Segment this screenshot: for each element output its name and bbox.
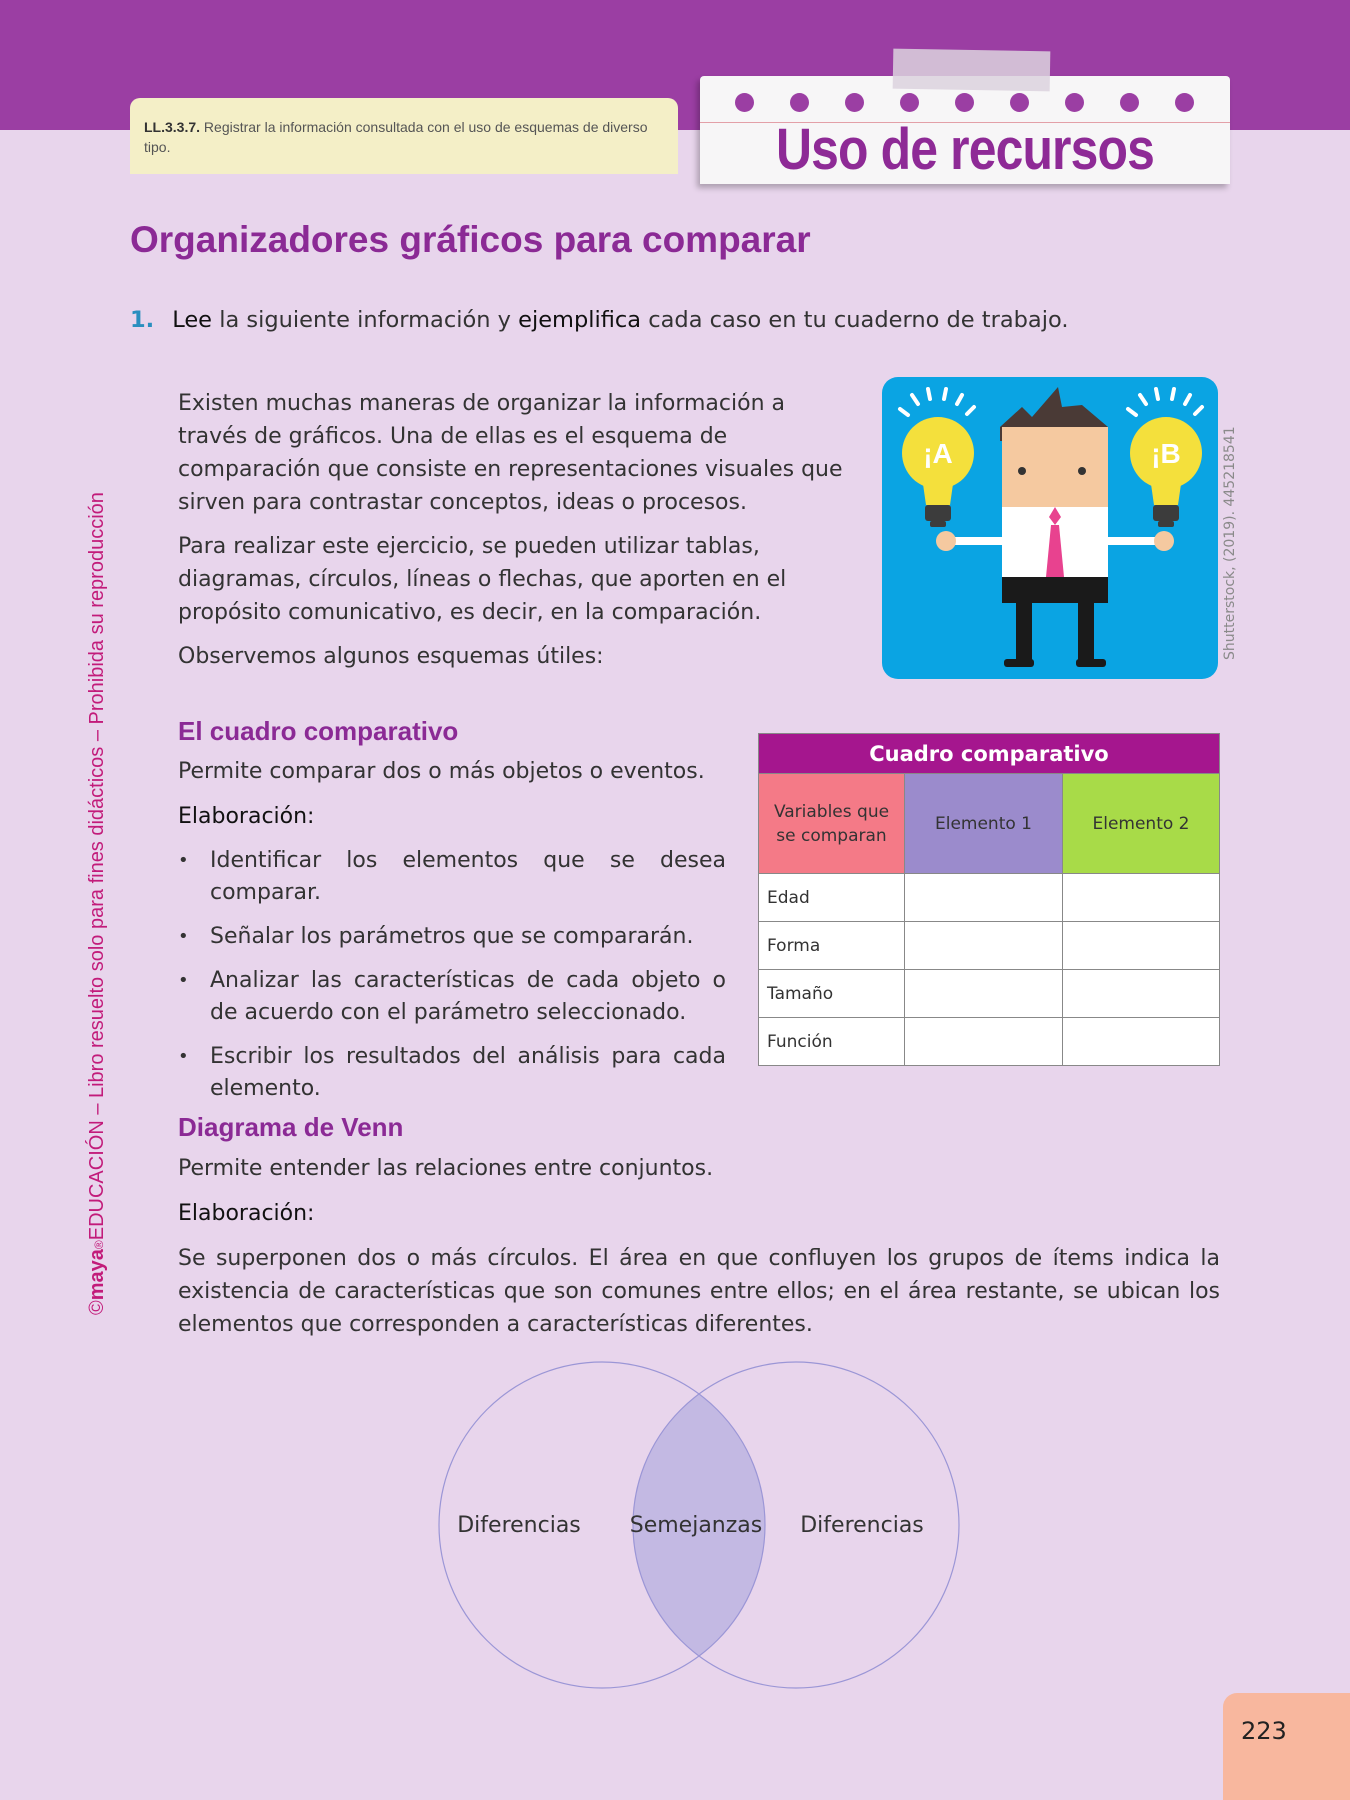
registered-symbol: ® <box>92 1240 106 1250</box>
venn-label-center: Semejanzas <box>629 1513 763 1538</box>
skill-box <box>130 98 678 174</box>
cuadro-steps-list <box>178 845 726 1117</box>
row-label: Forma <box>759 922 905 970</box>
image-credit: Shutterstock, (2019). 445218541 <box>1222 426 1238 660</box>
venn-title: Diagrama de Venn <box>178 1112 404 1142</box>
column-header-element-2: Elemento 2 <box>1063 774 1220 874</box>
copyright-sidebar <box>86 492 109 1315</box>
empty-cell <box>1063 970 1220 1018</box>
table-row <box>759 922 1220 970</box>
bulb-b-label: ¡B <box>1151 438 1181 469</box>
venn-explanation: Se superponen dos o más círculos. El área en que confluyen los grupos de ítems indica la existencia de características que son comunes entre ellos; en el área restante, se ubican los elementos que corresponden a características diferentes. <box>178 1246 1220 1337</box>
list-item: • Identificar los elementos que se desea comparar. <box>178 845 726 909</box>
activity-text-end: cada caso en tu cuaderno de trabajo. <box>648 307 1069 333</box>
venn-label-left: Diferencias <box>457 1513 581 1538</box>
table-row <box>759 1018 1220 1066</box>
empty-cell <box>905 874 1063 922</box>
table-title: Cuadro comparativo <box>759 734 1220 774</box>
comparison-table <box>758 733 1220 1066</box>
venn-diagram <box>436 1360 962 1690</box>
section-badge <box>700 76 1230 184</box>
venn-description: Permite entender las relaciones entre conjuntos. <box>178 1156 714 1181</box>
businessman-illustration <box>882 377 1218 679</box>
cuadro-description: Permite comparar dos o más objetos o eventos. <box>178 759 705 784</box>
skill-text: Registrar la información consultada con el uso de esquemas de diverso tipo. <box>144 119 648 155</box>
column-header-variables: Variables que se comparan <box>759 774 905 874</box>
light-rays-right-icon <box>1128 389 1202 415</box>
activity-text-mid: la siguiente información y <box>219 307 511 333</box>
row-label: Edad <box>759 874 905 922</box>
row-label: Tamaño <box>759 970 905 1018</box>
activity-instruction <box>130 307 1068 333</box>
row-label: Función <box>759 1018 905 1066</box>
venn-elaboration-label: Elaboración: <box>178 1201 315 1226</box>
skill-code: LL.3.3.7. <box>144 119 201 135</box>
bulb-a-label: ¡A <box>923 438 953 469</box>
tape-decoration <box>893 49 1051 92</box>
column-header-element-1: Elemento 1 <box>905 774 1063 874</box>
empty-cell <box>1063 922 1220 970</box>
intro-paragraph-3: Observemos algunos esquemas útiles: <box>178 644 604 669</box>
light-rays-left-icon <box>900 389 974 415</box>
empty-cell <box>905 1018 1063 1066</box>
empty-cell <box>905 970 1063 1018</box>
page-title: Organizadores gráficos para comparar <box>130 219 811 260</box>
intro-paragraph-2: Para realizar este ejercicio, se pueden utilizar tablas, diagramas, círculos, líneas o flechas, que aporten en el propósito comunicativo, es decir, en la comparación. <box>178 534 787 625</box>
list-item: • Escribir los resultados del análisis para cada elemento. <box>178 1041 726 1105</box>
table-row <box>759 874 1220 922</box>
empty-cell <box>1063 874 1220 922</box>
businessman-icon <box>936 387 1174 667</box>
activity-number: 1. <box>130 307 155 333</box>
intro-paragraph-1: Existen muchas maneras de organizar la información a través de gráficos. Una de ellas es el esquema de comparación que consiste en representaciones visuales que sirven para contrastar conceptos, ideas o procesos. <box>178 391 843 515</box>
activity-verb-exemplify: ejemplifica <box>518 307 642 333</box>
publisher-brand: maya <box>86 1249 108 1301</box>
venn-label-right: Diferencias <box>800 1513 924 1538</box>
activity-verb-read: Lee <box>172 307 213 333</box>
binder-holes <box>735 93 1194 112</box>
copyright-symbol: © <box>86 1300 108 1315</box>
lightbulb-a-icon <box>902 417 974 527</box>
section-badge-title: Uso de recursos <box>776 117 1154 182</box>
copyright-text: EDUCACIÓN – Libro resuelto solo para fines didácticos – Prohibida su reproducción <box>86 492 108 1241</box>
empty-cell <box>1063 1018 1220 1066</box>
table-row <box>759 970 1220 1018</box>
cuadro-title: El cuadro comparativo <box>178 716 459 746</box>
lightbulb-b-icon <box>1130 417 1202 527</box>
list-item: • Analizar las características de cada objeto o de acuerdo con el parámetro seleccionado. <box>178 965 726 1029</box>
empty-cell <box>905 922 1063 970</box>
page-number: 223 <box>1223 1693 1350 1800</box>
cuadro-elaboration-label: Elaboración: <box>178 804 315 829</box>
list-item: • Señalar los parámetros que se compararán. <box>178 921 726 953</box>
